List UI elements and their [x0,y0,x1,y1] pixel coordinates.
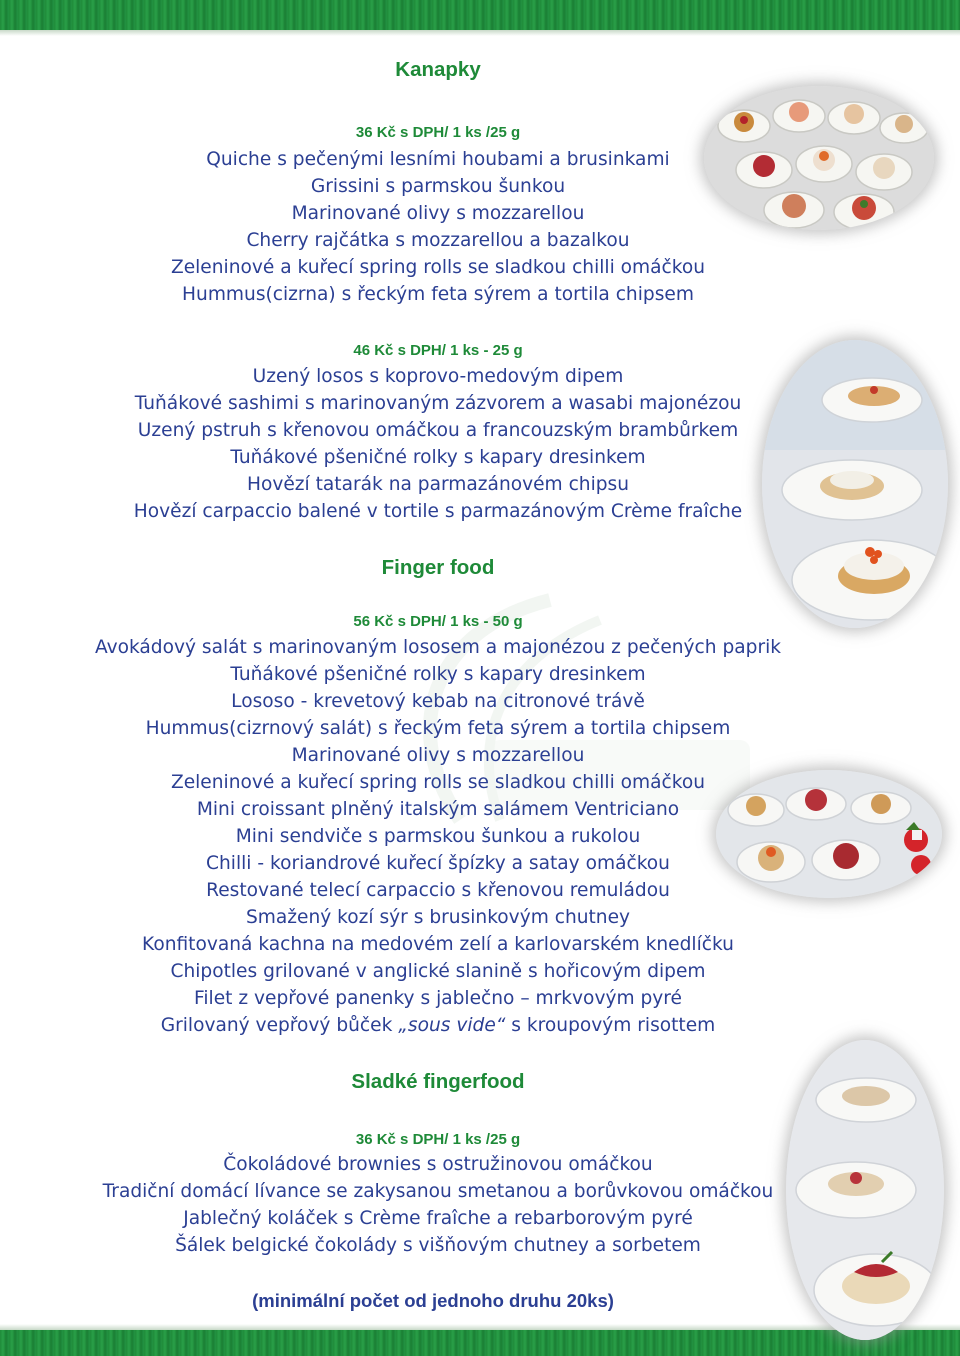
menu-item: Mini croissant plněný italským salámem Ventriciano [196,799,680,820]
price-kanapky-46: 46 Kč s DPH/ 1 ks - 25 g [353,342,523,359]
menu-item-italic: „sous vide“ [398,1015,506,1036]
menu-item: Marinované olivy s mozzarellou [291,745,585,766]
price-kanapky-36: 36 Kč s DPH/ 1 ks /25 g [355,124,521,141]
menu-item-sous-vide [0,1014,876,1038]
menu-item: Hovězí tatarák na parmazánovém chipsu [246,474,630,495]
menu-item: Cherry rajčátka s mozzarellou a bazalkou [246,230,630,251]
menu-item-suffix: s kroupovým risottem [505,1015,716,1036]
menu-item: Tuňákové pšeničné rolky s kapary dresinkem [230,447,646,468]
menu-item: Lososo - krevetový kebab na citronové trávě [231,691,645,712]
menu-item: Filet z vepřové panenky s jablečno – mrkvovým pyré [194,988,682,1009]
price-finger-food: 56 Kč s DPH/ 1 ks - 50 g [353,613,523,630]
menu-item: Konfitovaná kachna na medovém zelí a karlovarském knedlíčku [142,934,734,955]
menu-item: Mini sendviče s parmskou šunkou a rukolou [235,826,641,847]
top-green-band [0,0,960,30]
menu-item: Hummus(cizrnový salát) s řeckým feta sýrem a tortila chipsem [145,718,731,739]
menu-item-prefix: Grilovaný vepřový bůček [160,1015,399,1036]
section-title-kanapky: Kanapky [395,58,481,81]
price-sladke: 36 Kč s DPH/ 1 ks /25 g [355,1131,521,1148]
menu-item: Grissini s parmskou šunkou [310,176,566,197]
menu-item: Hovězí carpaccio balené v tortile s parmazánovým Crème fraîche [133,501,743,522]
menu-item: Marinované olivy s mozzarellou [291,203,585,224]
menu-item: Tradiční domácí lívance se zakysanou smetanou a borůvkovou omáčkou [102,1181,774,1202]
menu-item: Tuňákové sashimi s marinovaným zázvorem a wasabi majonézou [134,393,742,414]
minimum-order-note: (minimální počet od jednoho druhu 20ks) [252,1290,614,1311]
menu-item: Quiche s pečenými lesními houbami a brusinkami [206,149,670,170]
menu-item: Hummus(cizrna) s řeckým feta sýrem a tortila chipsem [182,284,694,305]
menu-item: Jablečný koláček s Crème fraîche a rebarborovým pyré [183,1208,693,1229]
menu-item: Uzený pstruh s křenovou omáčkou a francouzským brambůrkem [137,420,739,441]
menu-item: Čokoládové brownies s ostružinovou omáčkou [223,1154,653,1175]
bottom-green-band [0,1330,960,1356]
menu-item: Zeleninové a kuřecí spring rolls se sladkou chilli omáčkou [170,772,706,793]
menu-item: Smažený kozí sýr s brusinkovým chutney [245,907,631,928]
menu-item: Chilli - koriandrové kuřecí špízky a satay omáčkou [206,853,670,874]
menu-item: Tuňákové pšeničné rolky s kapary dresinkem [230,664,646,685]
menu-item: Zeleninové a kuřecí spring rolls se sladkou chilli omáčkou [170,257,706,278]
menu-item: Avokádový salát s marinovaným lososem a majonézou z pečených paprik [94,637,782,658]
menu-item: Šálek belgické čokolády s višňovým chutney a sorbetem [175,1235,701,1256]
menu-item: Restované telecí carpaccio s křenovou remuládou [206,880,670,901]
menu-item: Chipotles grilované v anglické slanině s hořicovým dipem [170,961,706,982]
section-title-sladke-fingerfood: Sladké fingerfood [351,1070,525,1093]
section-title-finger-food: Finger food [381,556,495,579]
menu-item: Uzený losos s koprovo-medovým dipem [252,366,624,387]
